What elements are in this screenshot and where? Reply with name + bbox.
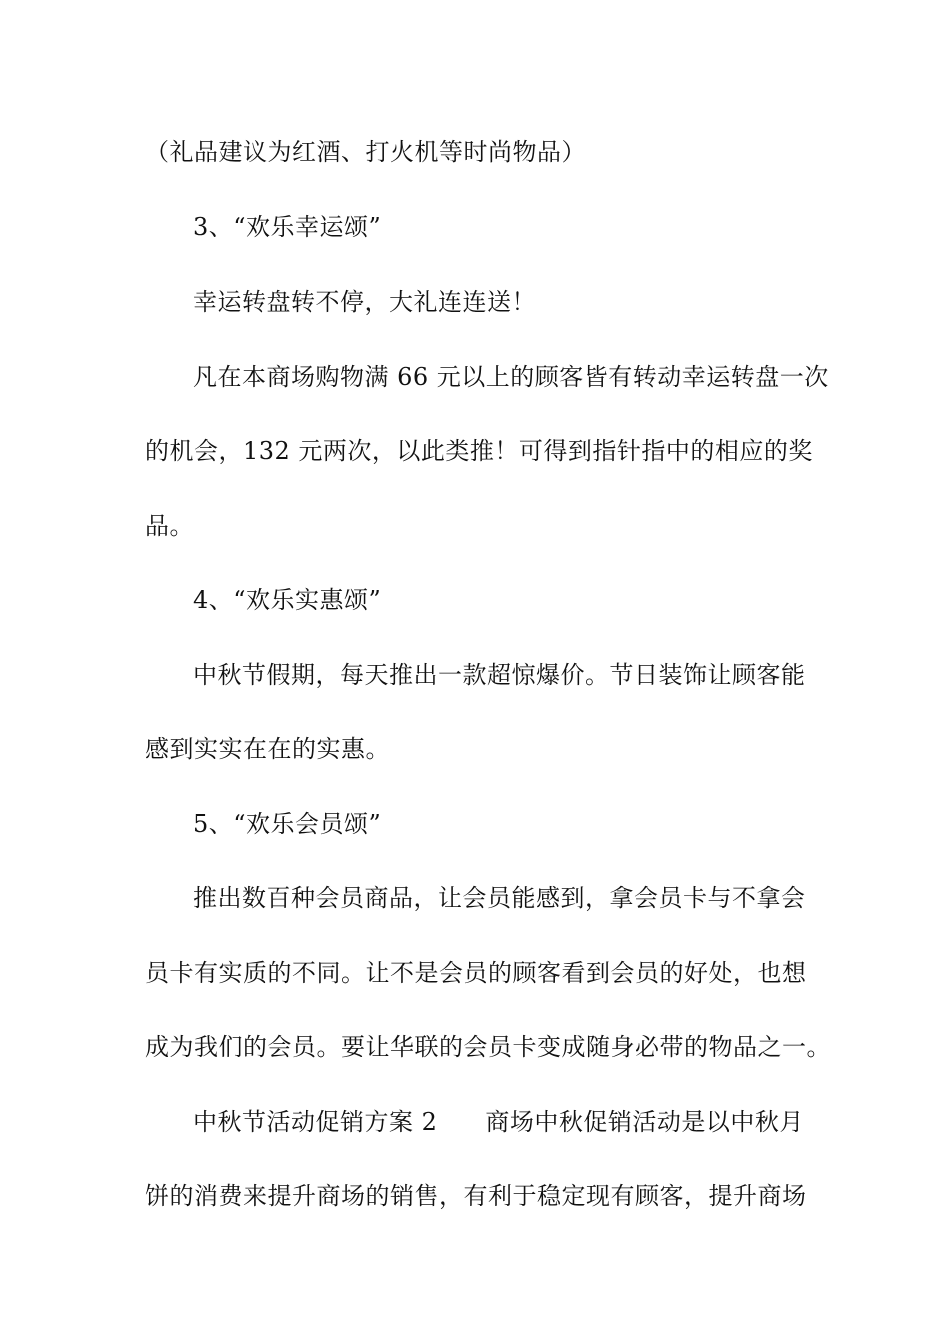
- paragraph-line: 饼的消费来提升商场的销售，有利于稳定现有顾客，提升商场: [145, 1182, 807, 1210]
- paragraph-line: 凡在本商场购物满 66 元以上的顾客皆有转动幸运转盘一次: [193, 363, 829, 391]
- paragraph-line: 感到实实在在的实惠。: [145, 735, 390, 763]
- paragraph-line: 员卡有实质的不同。让不是会员的顾客看到会员的好处，也想: [145, 959, 807, 987]
- paragraph-line: 中秋节假期，每天推出一款超惊爆价。节日装饰让顾客能: [193, 661, 806, 689]
- section-heading: 3、“欢乐幸运颂”: [193, 213, 382, 241]
- paragraph-line: （礼品建议为红酒、打火机等时尚物品）: [145, 138, 586, 166]
- plan-intro: 商场中秋促销活动是以中秋月: [485, 1108, 804, 1136]
- paragraph-line: 的机会，132 元两次，以此类推！可得到指针指中的相应的奖: [145, 437, 813, 465]
- section-heading: 4、“欢乐实惠颂”: [193, 586, 382, 614]
- paragraph-line: 成为我们的会员。要让华联的会员卡变成随身必带的物品之一。: [145, 1033, 831, 1061]
- paragraph-line: 品。: [145, 512, 194, 540]
- paragraph-line: 幸运转盘转不停，大礼连连送！: [193, 288, 536, 316]
- paragraph-line: 推出数百种会员商品，让会员能感到，拿会员卡与不拿会: [193, 884, 806, 912]
- section-heading: 5、“欢乐会员颂”: [193, 810, 382, 838]
- paragraph-line: [193, 1107, 858, 1137]
- plan-title: 中秋节活动促销方案 2: [193, 1108, 438, 1136]
